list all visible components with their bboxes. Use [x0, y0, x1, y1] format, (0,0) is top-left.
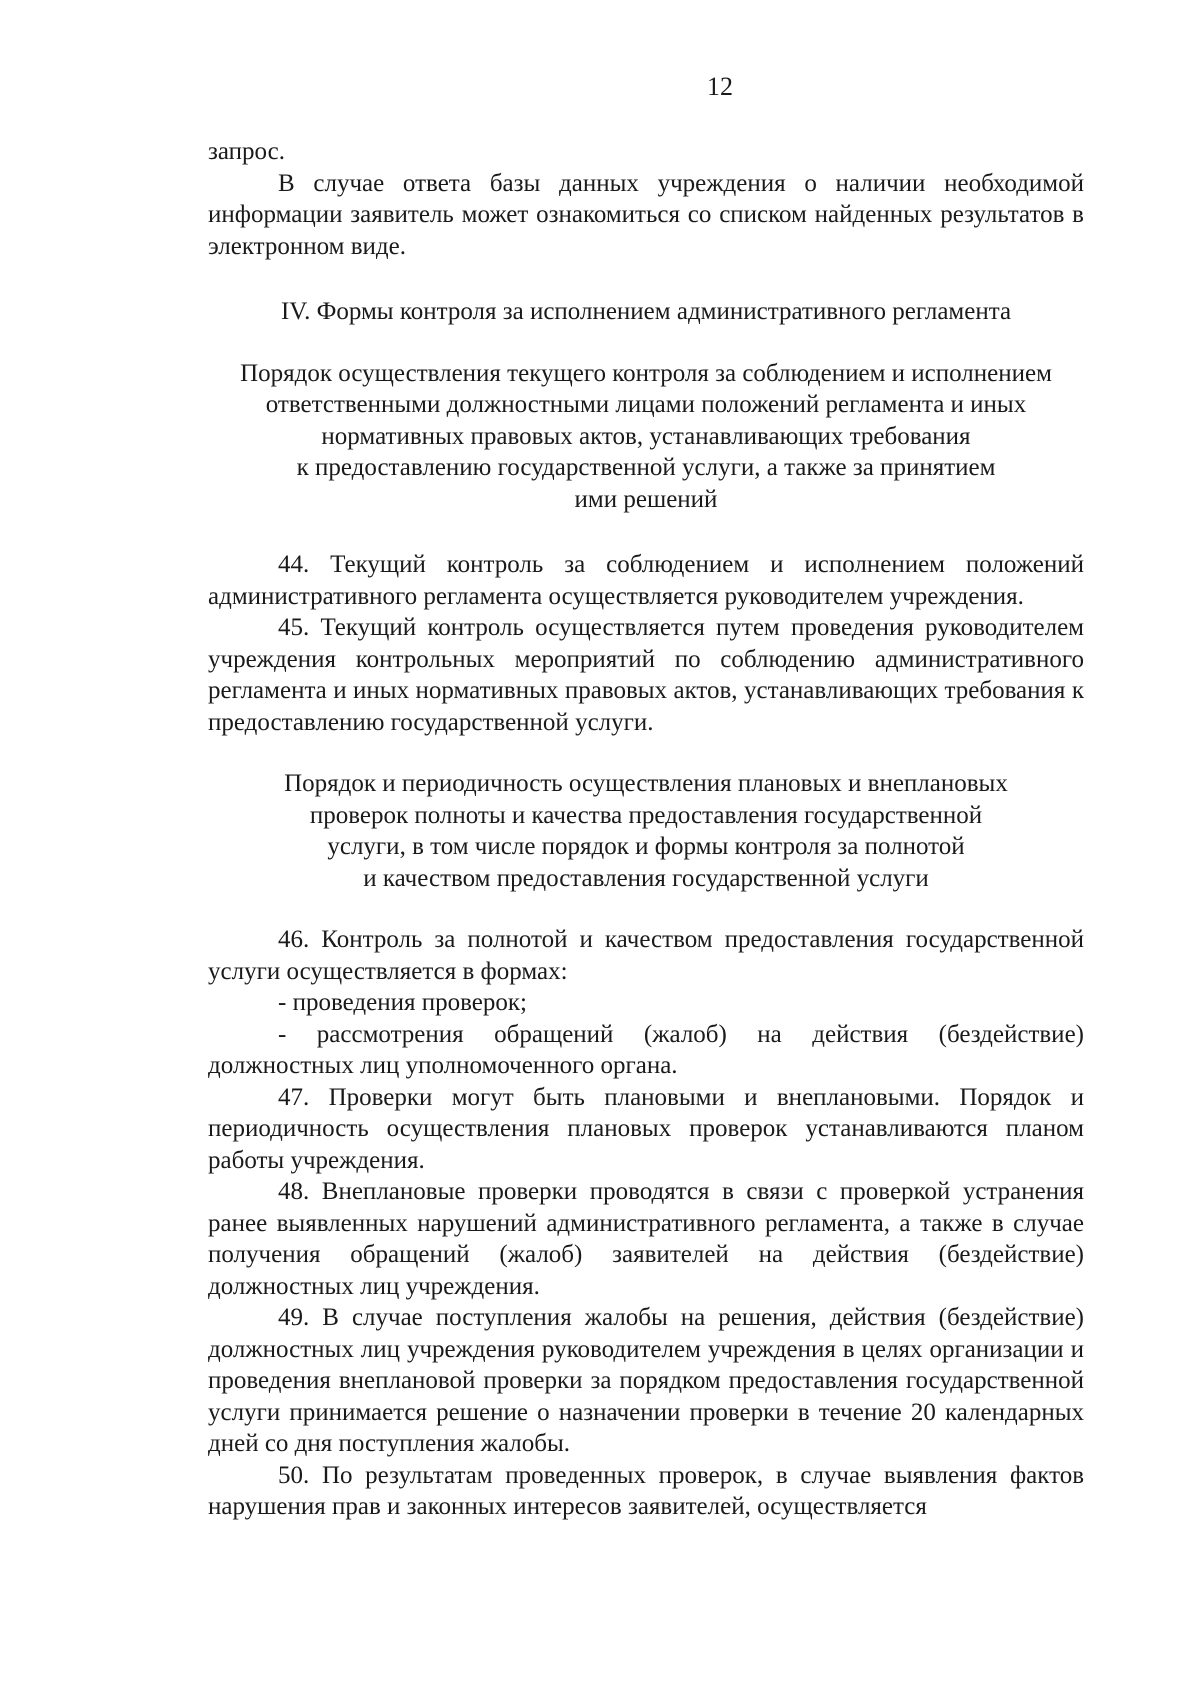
subheading-line: Порядок и периодичность осуществления плановых и внеплановых — [284, 770, 1008, 797]
subheading-line: проверок полноты и качества предоставления государственной — [309, 801, 983, 829]
subheading-line: услуги, в том числе порядок и формы контроля за полнотой — [327, 833, 965, 860]
paragraph-49: 49. В случае поступления жалобы на решения, действия (бездействие) должностных лиц учреждения руководителем учреждения в целях организации и проведения внеплановой проверки за порядком предоставления государственной услуги принимается решение о назначении проверки в течение 20 календарных дней со дня поступления жалобы. — [208, 1304, 1084, 1457]
subheading-line: ими решений — [574, 485, 718, 513]
subheading-inspections — [208, 768, 1084, 894]
paragraph-48: 48. Внеплановые проверки проводятся в связи с проверкой устранения ранее выявленных нарушений административного регламента, а также в случае получения обращений (жалоб) заявителей на действия (бездействие) должностных лиц учреждения. — [208, 1178, 1084, 1300]
paragraph-50: 50. По результатам проведенных проверок, в случае выявления фактов нарушения прав и законных интересов заявителей, осуществляется — [208, 1461, 1084, 1520]
document-body — [208, 136, 1084, 1523]
subheading-line: Порядок осуществления текущего контроля за соблюдением и исполнением — [240, 359, 1052, 387]
paragraph-44: 44. Текущий контроль за соблюдением и исполнением положений административного регламента осуществляется руководителем учреждения. — [208, 551, 1084, 610]
paragraph-46-item-b: - рассмотрения обращений (жалоб) на действия (бездействие) должностных лиц уполномоченного органа. — [208, 1020, 1084, 1079]
section-title: IV. Формы контроля за исполнением административного регламента — [280, 298, 1012, 325]
paragraph-47: 47. Проверки могут быть плановыми и внеплановыми. Порядок и периодичность осуществления плановых проверок устанавливаются планом работы учреждения. — [208, 1083, 1084, 1174]
subheading-line: и качеством предоставления государственной услуги — [363, 864, 929, 892]
paragraph-database-response: В случае ответа базы данных учреждения о наличии необходимой информации заявитель может ознакомиться со списком найденных результатов в электронном виде. — [208, 169, 1084, 260]
paragraph-46: 46. Контроль за полнотой и качеством предоставления государственной услуги осуществляется в формах: — [208, 926, 1084, 985]
paragraph-continuation: запрос. — [208, 138, 285, 165]
paragraph-45: 45. Текущий контроль осуществляется путем проведения руководителем учреждения контрольных мероприятий по соблюдению административного регламента и иных нормативных правовых актов, устанавливающих требования к предоставлению государственной услуги. — [208, 614, 1084, 736]
subheading-line: нормативных правовых актов, устанавливающих требования — [321, 422, 971, 450]
subheading-current-control — [208, 358, 1084, 516]
paragraph-46-item-a: - проведения проверок; — [278, 989, 527, 1016]
subheading-line: ответственными должностными лицами положений регламента и иных — [265, 391, 1027, 418]
subheading-line: к предоставлению государственной услуги, а также за принятием — [296, 454, 996, 481]
page-number: 12 — [707, 72, 733, 101]
